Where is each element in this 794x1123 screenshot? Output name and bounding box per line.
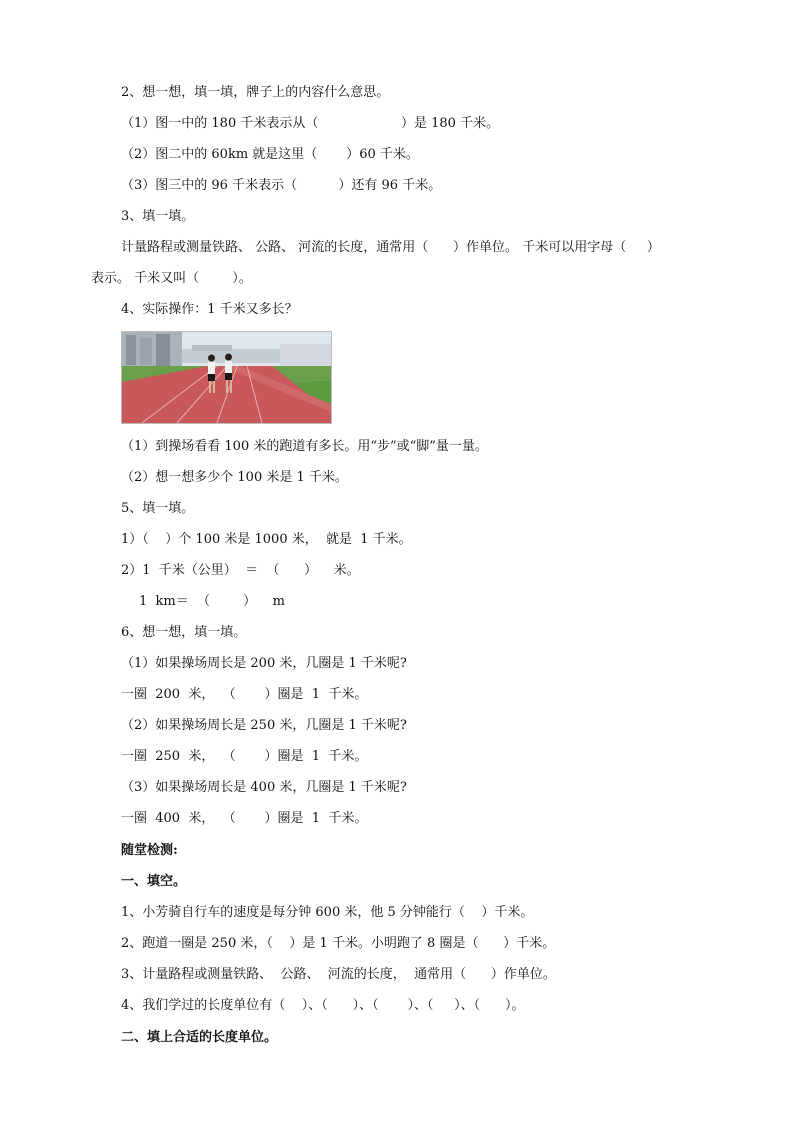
- question-4-item-2: （2）想一想多少个 100 米是 1 千米。: [121, 470, 348, 485]
- question-2-heading: 2、想一想，填一填，牌子上的内容什么意思。: [121, 85, 390, 100]
- question-6-item-1: （1）如果操场周长是 200 米，几圈是 1 千米呢?: [121, 656, 407, 671]
- question-2-item-1: （1）图一中的 180 千米表示从（ ）是 180 千米。: [121, 116, 500, 131]
- question-3-text-line-2: 表示。 千米又叫（ ）。: [91, 271, 252, 286]
- quiz-item-1: 1、小芳骑自行车的速度是每分钟 600 米，他 5 分钟能行（ ）千米。: [121, 905, 534, 920]
- quiz-heading: 随堂检测:: [121, 843, 178, 858]
- question-5-item-1: 1）（ ）个 100 米是 1000 米， 就是 1 千米。: [121, 532, 412, 547]
- question-4-heading: 4、实际操作：1 千米又多长？: [121, 302, 298, 317]
- question-3-heading: 3、填一填。: [121, 209, 195, 224]
- question-2-item-2: （2）图二中的 60km 就是这里（ ）60 千米。: [121, 147, 419, 162]
- question-5-item-2: 2）1 千米（公里） ＝ （ ） 米。: [121, 563, 360, 578]
- question-5-heading: 5、填一填。: [121, 501, 195, 516]
- question-6-item-2: （2）如果操场周长是 250 米，几圈是 1 千米呢?: [121, 718, 407, 733]
- section-two-heading: 二、填上合适的长度单位。: [121, 1030, 278, 1045]
- quiz-item-2: 2、跑道一圈是 250 米，（ ）是 1 千米。小明跑了 8 圈是（ ）千米。: [121, 936, 556, 951]
- question-6-heading: 6、想一想，填一填。: [121, 625, 247, 640]
- quiz-item-4: 4、我们学过的长度单位有（ ）、（ ）、（ ）、（ ）、（ ）。: [121, 998, 525, 1013]
- question-4-item-1: （1）到操场看看 100 米的跑道有多长。用“步”或“脚”量一量。: [121, 439, 488, 454]
- question-6-item-3: （3）如果操场周长是 400 米，几圈是 1 千米呢?: [121, 780, 407, 795]
- question-6-item-3-answer: 一圈 400 米， （ ）圈是 1 千米。: [121, 811, 368, 826]
- running-track-photo: [121, 331, 332, 424]
- question-6-item-1-answer: 一圈 200 米， （ ）圈是 1 千米。: [121, 687, 368, 702]
- section-one-heading: 一、填空。: [121, 874, 187, 889]
- quiz-item-3: 3、计量路程或测量铁路、 公路、 河流的长度， 通常用（ ）作单位。: [121, 967, 556, 982]
- question-2-item-3: （3）图三中的 96 千米表示（ ）还有 96 千米。: [121, 178, 442, 193]
- question-3-text-line-1: 计量路程或测量铁路、 公路、 河流的长度，通常用（ ）作单位。 千米可以用字母（ ）: [121, 240, 660, 255]
- question-6-item-2-answer: 一圈 250 米， （ ）圈是 1 千米。: [121, 749, 368, 764]
- question-5-item-2-km: 1 km＝ （ ） m: [139, 594, 285, 609]
